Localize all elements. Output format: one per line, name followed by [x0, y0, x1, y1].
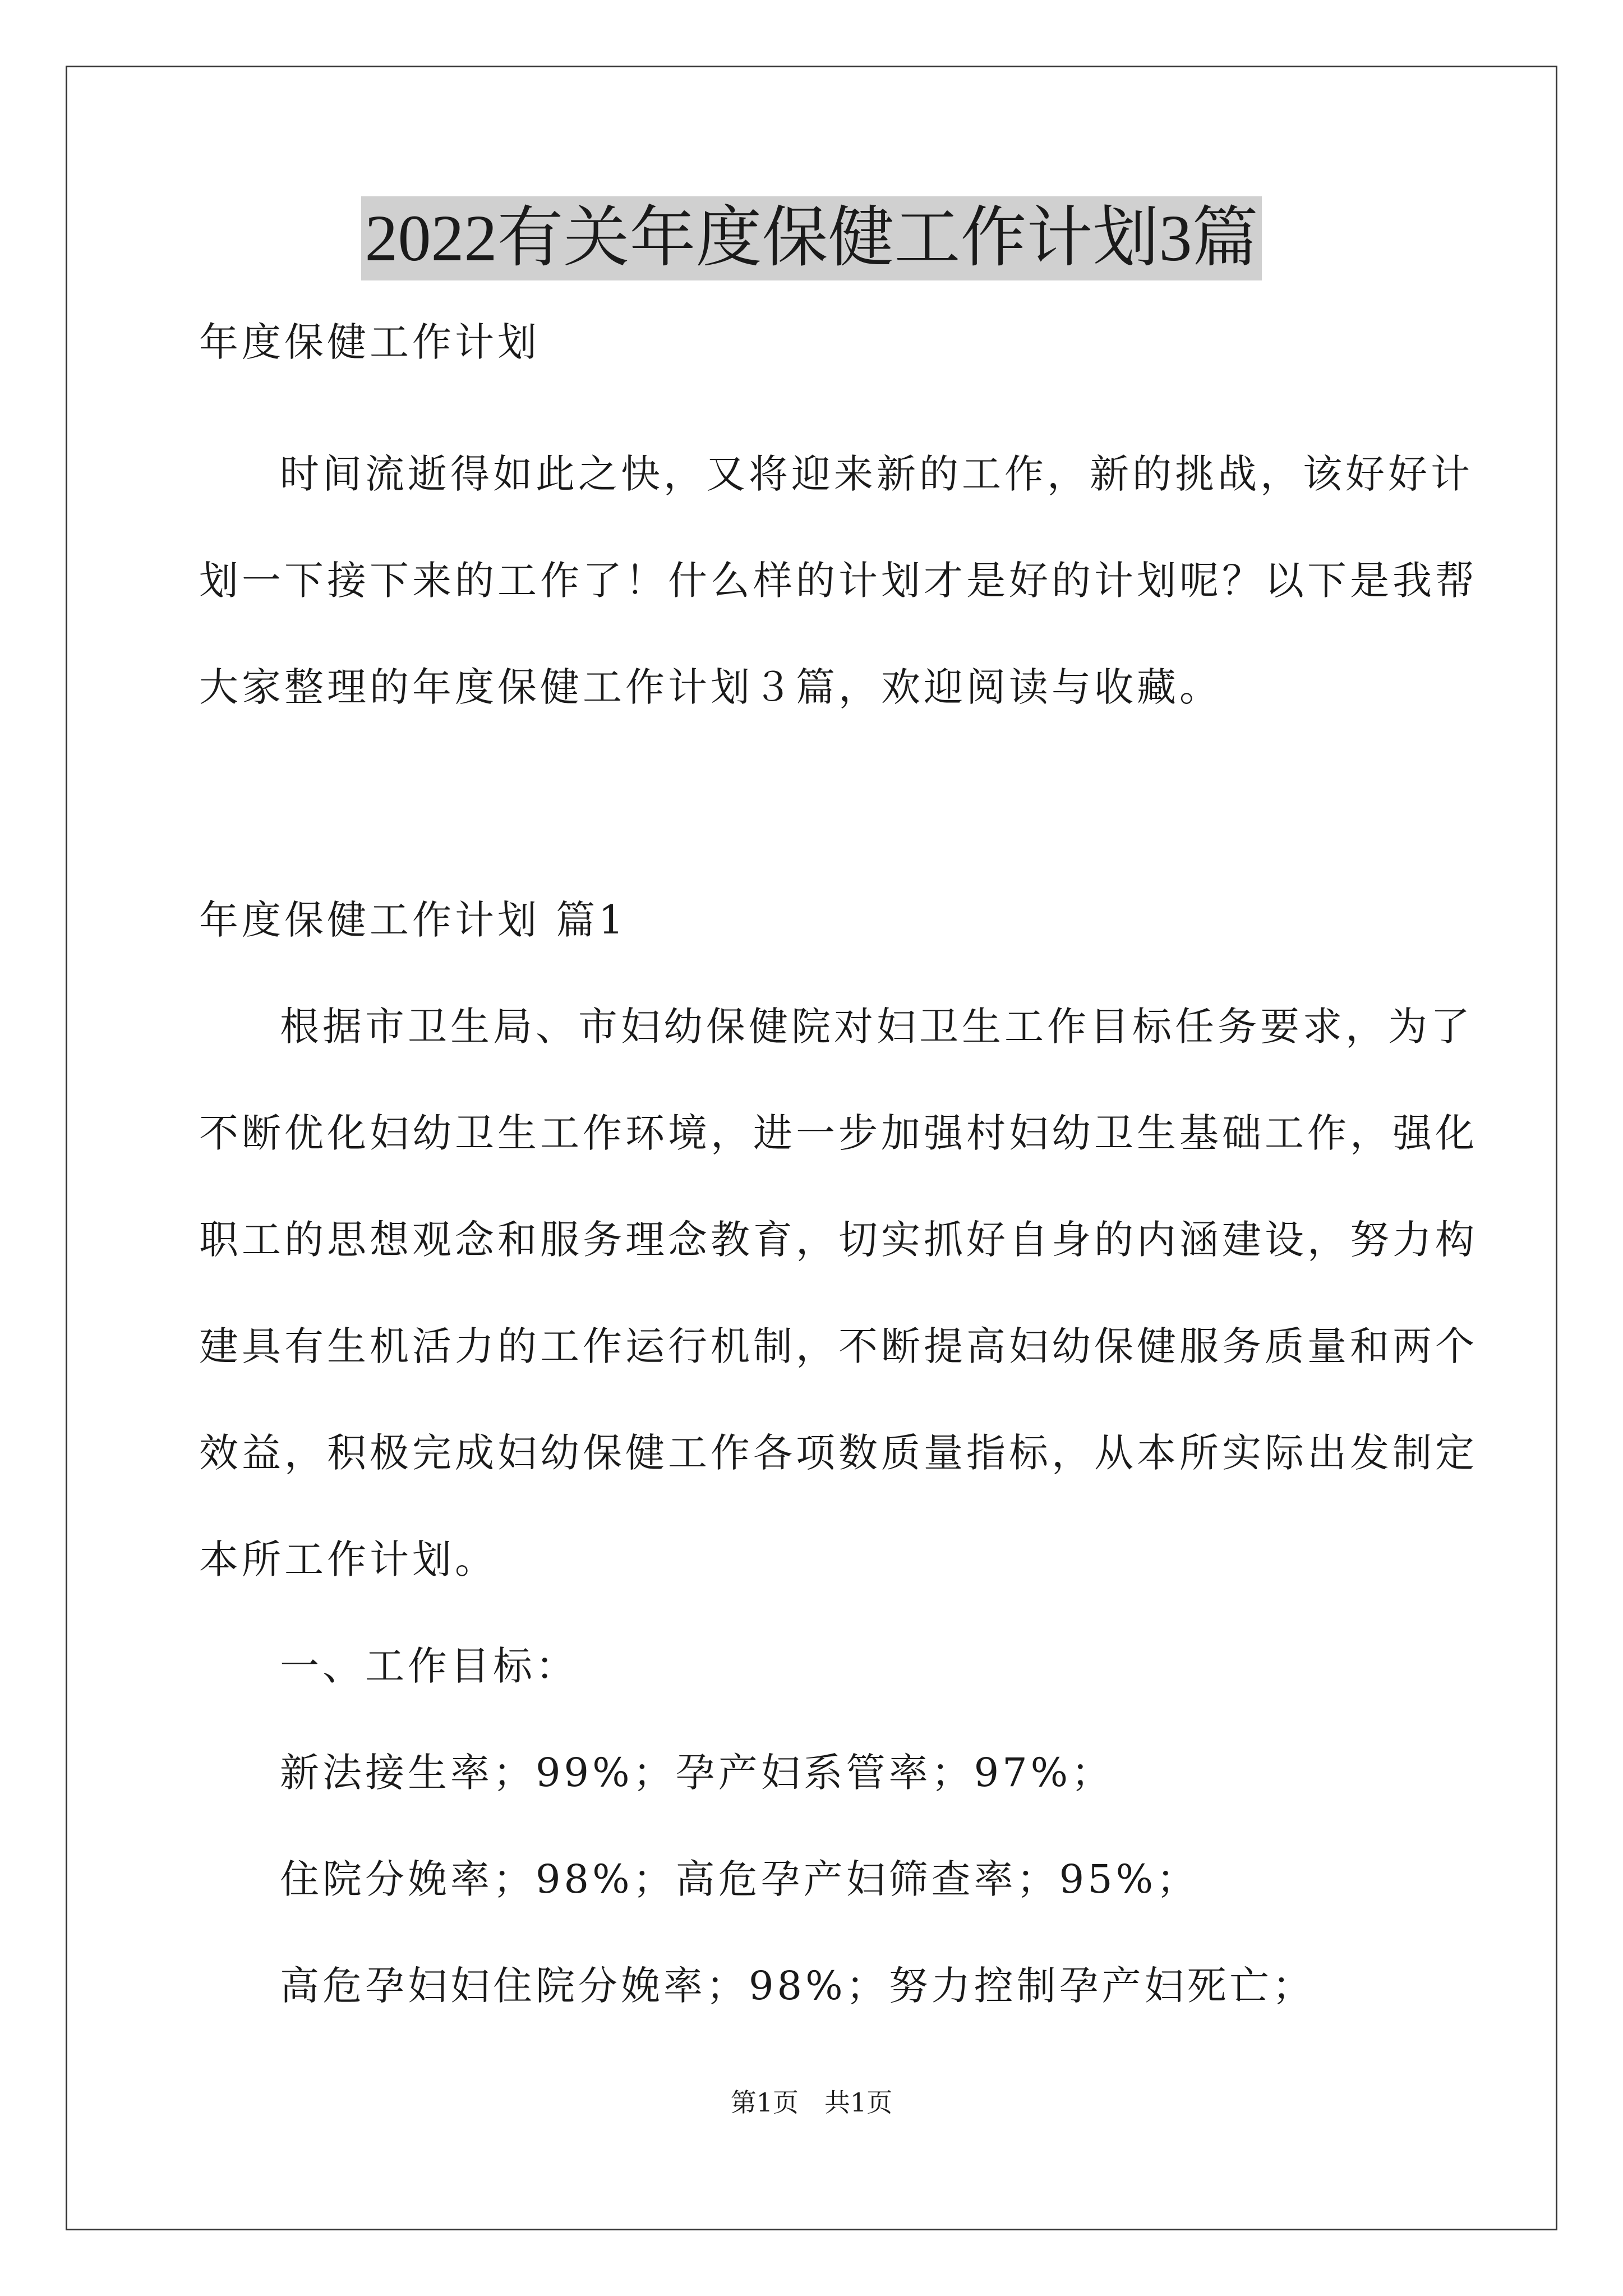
- page-footer: 第1页 共1页: [730, 2087, 893, 2118]
- goals-line: 高危孕妇妇住院分娩率；98%；努力控制孕产妇死亡；: [280, 1963, 1315, 2009]
- section-line: 效益，积极完成妇幼保健工作各项数质量指标，从本所实际出发制定: [199, 1430, 1478, 1476]
- section-line: 职工的思想观念和服务理念教育，切实抓好自身的内涵建设，努力构: [199, 1217, 1478, 1263]
- section-line: 本所工作计划。: [199, 1536, 497, 1582]
- section-line: 根据市卫生局、市妇幼保健院对妇卫生工作目标任务要求，为了: [280, 1004, 1473, 1050]
- goals-heading: 一、工作目标：: [280, 1643, 578, 1689]
- section-heading: 年度保健工作计划 篇1: [199, 897, 627, 943]
- goals-line: 新法接生率；99%；孕产妇系管率；97%；: [280, 1750, 1114, 1796]
- goals-line: 住院分娩率；98%；高危孕产妇筛查率；95%；: [280, 1856, 1200, 1902]
- section-line: 建具有生机活力的工作运行机制，不断提高妇幼保健服务质量和两个: [199, 1323, 1478, 1369]
- title-container: [0, 196, 1623, 280]
- intro-line: 时间流逝得如此之快，又将迎来新的工作，新的挑战，该好好计: [280, 451, 1473, 497]
- document-title: 2022有关年度保健工作计划3篇: [361, 196, 1261, 280]
- intro-heading: 年度保健工作计划: [199, 319, 540, 365]
- intro-line: 大家整理的年度保健工作计划３篇，欢迎阅读与收藏。: [199, 664, 1222, 710]
- intro-line: 划一下接下来的工作了！什么样的计划才是好的计划呢？以下是我帮: [199, 558, 1478, 604]
- section-line: 不断优化妇幼卫生工作环境，进一步加强村妇幼卫生基础工作，强化: [199, 1110, 1478, 1156]
